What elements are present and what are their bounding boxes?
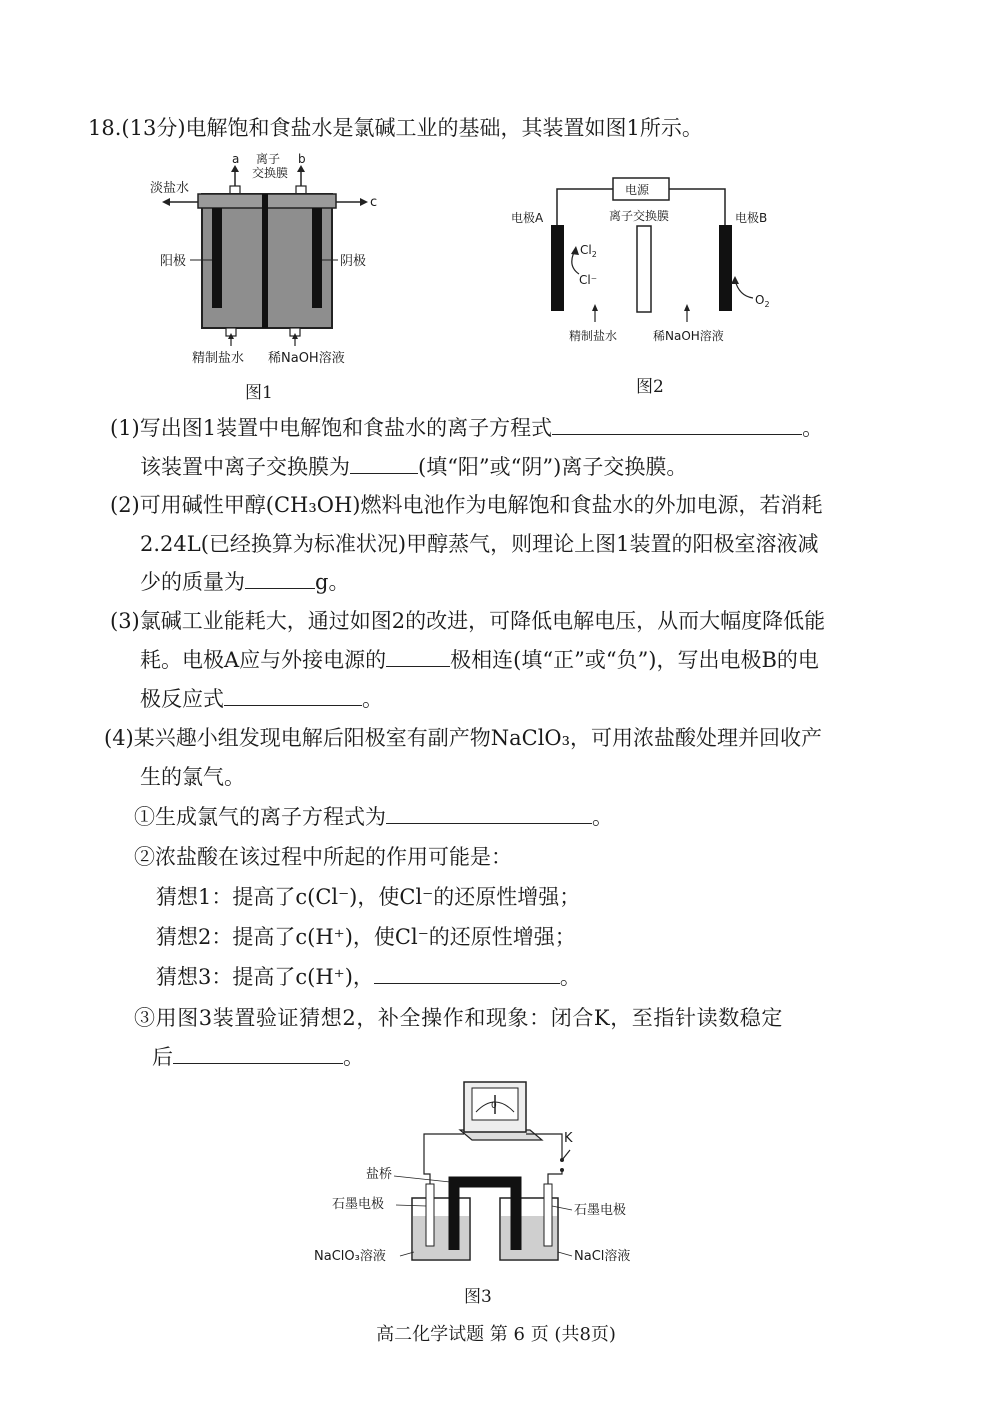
fig2-cl2: $Cl_2$ <box>580 243 597 259</box>
figure-2 <box>505 170 795 350</box>
guess-1: 猜想1：提高了c(Cl⁻)，使Cl⁻的还原性增强； <box>156 885 581 909</box>
part4-line1: (4)某兴趣小组发现电解后阳极室有副产物NaClO₃，可用浓盐酸处理并回收产 <box>104 726 823 750</box>
fig3-graphite-right: 石墨电极 <box>574 1203 627 1218</box>
fig1-membrane-2: 交换膜 <box>252 166 289 180</box>
part1-line1: (1)写出图1装置中电解饱和食盐水的离子方程式 。 <box>110 416 824 440</box>
fig3-switch-label: K <box>564 1131 573 1146</box>
fig1-membrane <box>262 194 268 328</box>
figure-3 <box>312 1078 652 1278</box>
part4-sub3: ③用图3装置验证猜想2，补全操作和现象：闭合K，至指针读数稳定 <box>134 1006 784 1030</box>
fig2-membrane-rect <box>637 226 651 312</box>
fig1-label-a: a <box>232 152 240 166</box>
fig2-electrode-b: 电极B <box>735 211 768 225</box>
answer-blank-6[interactable] <box>386 803 592 824</box>
fig2-electrode-a-rod <box>551 225 564 311</box>
part4-line2: 生的氯气。 <box>140 765 245 789</box>
fig1-dilute-brine: 淡盐水 <box>150 181 190 196</box>
fig1-anode-label: 阳极 <box>160 254 187 269</box>
fig1-inlet-right: 稀NaOH溶液 <box>268 351 345 366</box>
fig2-electrode-a: 电极A <box>511 211 544 225</box>
fig2-clminus: Cl⁻ <box>579 273 598 287</box>
fig1-cathode-label: 阴极 <box>340 254 367 269</box>
answer-blank-8[interactable] <box>173 1043 343 1064</box>
guess-2: 猜想2：提高了c(H⁺)，使Cl⁻的还原性增强； <box>156 925 576 949</box>
fig3-salt-bridge-label: 盐桥 <box>366 1167 393 1182</box>
fig1-arrowhead-b <box>297 165 305 172</box>
answer-blank-2[interactable] <box>350 453 418 474</box>
answer-blank-7[interactable] <box>374 963 560 984</box>
part2-line3: 少的质量为 g。 <box>140 570 350 594</box>
fig2-membrane: 离子交换膜 <box>609 209 670 223</box>
part4-sub1: ①生成氯气的离子方程式为 。 <box>134 805 613 829</box>
fig1-arrowhead-a <box>231 165 239 172</box>
part3-line3: 极反应式 。 <box>140 687 383 711</box>
answer-blank-1[interactable] <box>552 414 802 435</box>
part2-line1: (2)可用碱性甲醇(CH₃OH)燃料电池作为电解饱和食盐水的外加电源，若消耗 <box>110 493 823 517</box>
fig3-meter-zero: 0 <box>491 1101 497 1111</box>
guess-3: 猜想3：提高了c(H⁺)， 。 <box>156 965 581 989</box>
fig1-anode-rod <box>212 208 222 308</box>
fig3-solution-right: NaCl溶液 <box>574 1249 631 1264</box>
fig1-cathode-rod <box>312 208 322 308</box>
part4-sub2: ②浓盐酸在该过程中所起的作用可能是： <box>134 845 512 869</box>
page-footer: 高二化学试题 第 6 页 (共8页) <box>376 1324 616 1345</box>
fig2-inlet-right: 稀NaOH溶液 <box>653 329 724 343</box>
question-number: 18. <box>88 116 122 140</box>
fig3-electrode-left <box>426 1184 434 1246</box>
fig2-power: 电源 <box>625 183 650 197</box>
fig1-inlet-left: 精制盐水 <box>192 351 245 366</box>
fig2-caption: 图2 <box>636 377 664 397</box>
part3-line2: 耗。电极A应与外接电源的 极相连(填“正”或“负”)，写出电极B的电 <box>140 648 819 672</box>
fig1-caption: 图1 <box>245 383 273 403</box>
fig1-membrane-1: 离子 <box>256 152 281 166</box>
fig3-solution-left: NaClO₃溶液 <box>314 1249 386 1264</box>
question-header <box>88 114 703 142</box>
part2-line2: 2.24L(已经换算为标准状况)甲醇蒸气，则理论上图1装置的阳极室溶液减 <box>140 532 819 556</box>
part1-line2: 该装置中离子交换膜为 (填“阳”或“阴”)离子交换膜。 <box>140 455 688 479</box>
fig2-inlet-left: 精制盐水 <box>569 329 618 343</box>
fig2-electrode-b-rod <box>719 225 732 311</box>
fig3-electrode-right <box>544 1184 552 1246</box>
fig2-o2: $O_2$ <box>755 293 770 309</box>
part4-sub3-line2: 后 。 <box>152 1045 364 1069</box>
fig1-label-b: b <box>298 152 306 166</box>
figure-1 <box>140 150 400 380</box>
fig1-label-c: c <box>370 195 378 210</box>
question-score: (13分) <box>121 116 186 140</box>
fig3-graphite-left: 石墨电极 <box>332 1197 385 1212</box>
answer-blank-5[interactable] <box>224 685 362 706</box>
part3-line1: (3)氯碱工业能耗大，通过如图2的改进，可降低电解电压，从而大幅度降低能 <box>110 609 826 633</box>
answer-blank-3[interactable] <box>245 568 315 589</box>
question-intro: 电解饱和食盐水是氯碱工业的基础，其装置如图1所示。 <box>185 116 703 140</box>
answer-blank-4[interactable] <box>386 646 450 667</box>
fig3-caption: 图3 <box>464 1287 492 1307</box>
